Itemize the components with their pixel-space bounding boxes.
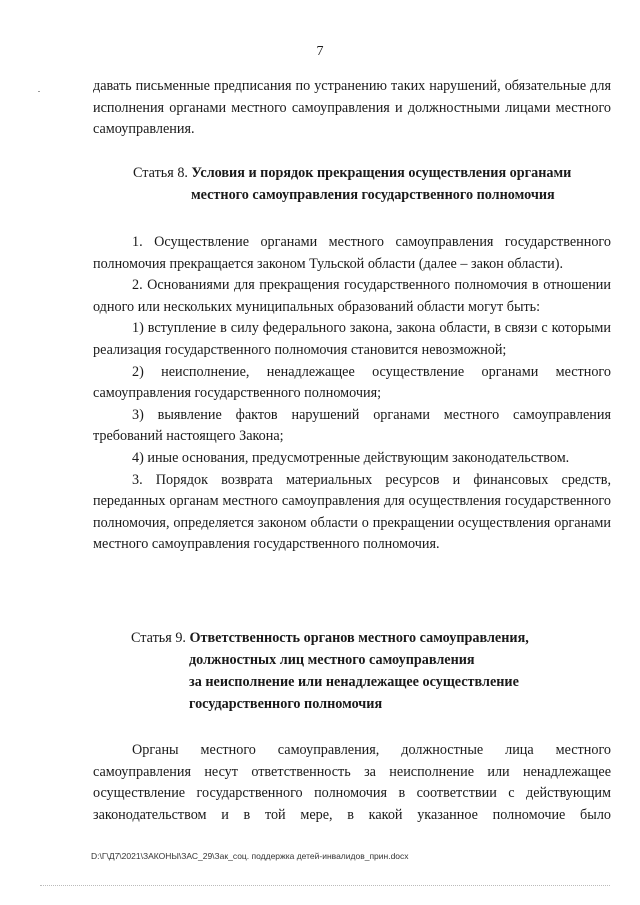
- article-8-heading: [133, 162, 571, 206]
- article-8-paragraph: 1) вступление в силу федерального закона, закона области, в связи с которыми реализация государственного полномочия становится невозможной;: [93, 320, 611, 358]
- article-9-paragraph: Органы местного самоуправления, должностные лица местного самоуправления несут ответственность за неисполнение или ненадлежащее осуществление государственного полномочия в соответствии с действующим законодательством и в той мере, в какой указанное полномочие было: [93, 742, 611, 823]
- article-8-heading-line1: [133, 162, 571, 184]
- article-8-paragraph: 3. Порядок возврата материальных ресурсов и финансовых средств, переданных органам местного самоуправления для осуществления государственного полномочия, определяется законом области о прекращении осуществления органами местного самоуправления государственного полномочия.: [93, 471, 611, 553]
- footer-file-path: D:\Г\Д7\2021\ЗАКОНЫ\ЗАС_29\Зак_соц. поддержка детей-инвалидов_прин.docx: [91, 851, 409, 861]
- article-8-paragraph: 3) выявление фактов нарушений органами местного самоуправления требований настоящего Закона;: [93, 406, 611, 445]
- article-8-paragraph: 4) иные основания, предусмотренные действующим законодательством.: [132, 449, 570, 466]
- article-8-paragraph: 1. Осуществление органами местного самоуправления государственного полномочия прекращается законом Тульской области (далее – закон области).: [93, 234, 611, 272]
- intro-paragraph-block: [93, 76, 611, 141]
- article-8-paragraph: 2) неисполнение, ненадлежащее осуществление органами местного самоуправления государственного полномочия;: [93, 363, 611, 402]
- article-9-prefix: Статья 9.: [131, 630, 186, 646]
- article-9-title-line3: за неисполнение или ненадлежащее осуществление: [189, 674, 519, 690]
- article-9-title-line2: должностных лиц местного самоуправления: [189, 652, 475, 668]
- article-9-title-line4: государственного полномочия: [189, 696, 383, 712]
- scan-noise-line: [40, 885, 610, 888]
- article-9-heading: [131, 627, 529, 715]
- article-8-title-line1: Условия и порядок прекращения осуществления органами: [191, 165, 572, 181]
- article-8-title-line2: местного самоуправления государственного полномочия: [191, 187, 555, 203]
- article-9-title-line1: Ответственность органов местного самоуправления,: [189, 630, 529, 646]
- article-9-heading-line1: [131, 627, 529, 649]
- article-8-prefix: Статья 8.: [133, 165, 188, 181]
- article-8-paragraph: 2. Основаниями для прекращения государственного полномочия в отношении одного или нескольких муниципальных образований области могут быть:: [93, 277, 611, 315]
- scan-mark: [38, 91, 40, 92]
- article-9-body: [93, 740, 611, 826]
- page-number: 7: [316, 44, 324, 59]
- intro-paragraph: давать письменные предписания по устранению таких нарушений, обязательные для исполнения органами местного самоуправления и должностными лицами местного самоуправления.: [93, 78, 611, 138]
- article-8-body: [93, 232, 611, 556]
